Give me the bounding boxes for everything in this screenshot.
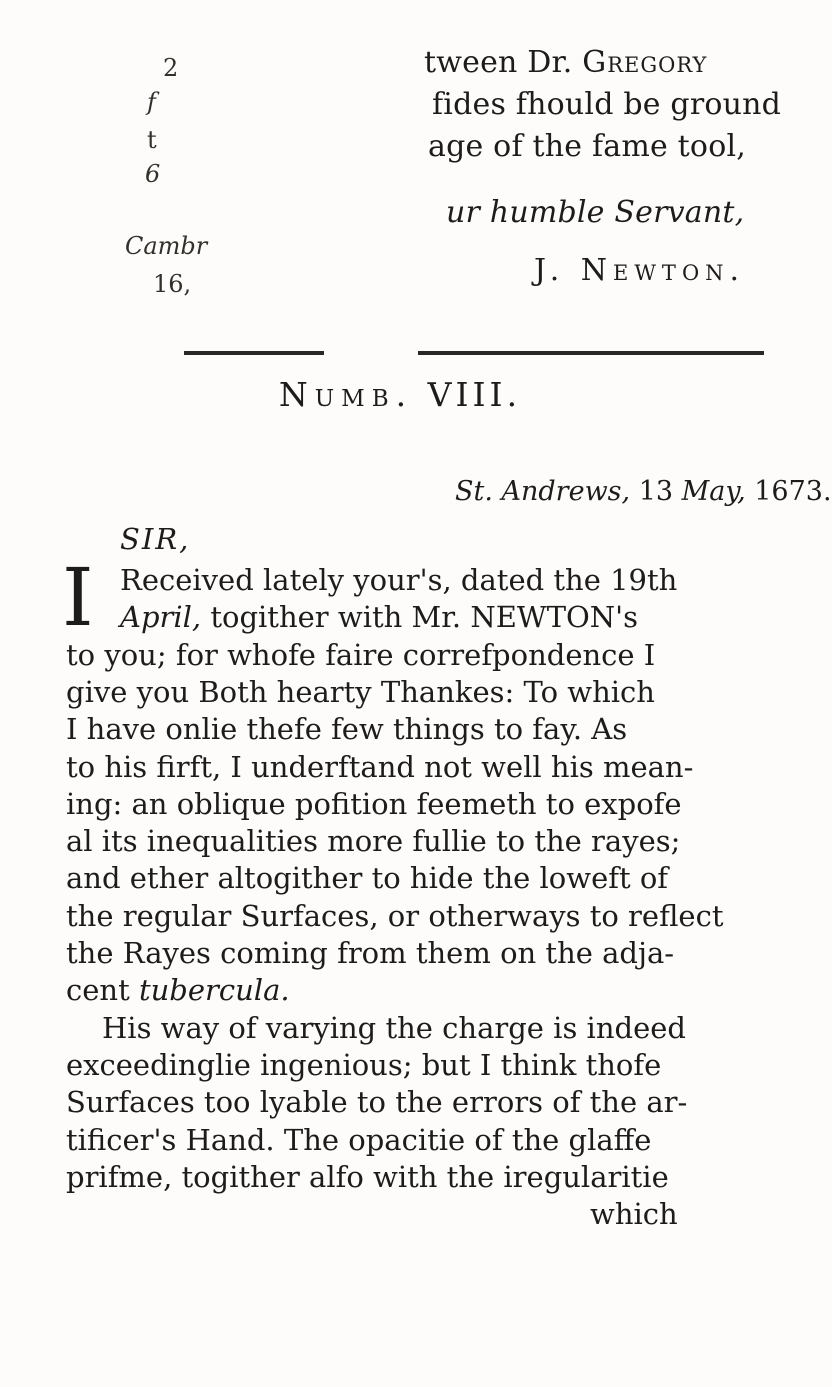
body-line: tificer's Hand. The opacitie of the glaffe — [66, 1122, 652, 1157]
body-line: Surfaces too lyable to the errors of the ar- — [66, 1085, 688, 1120]
signature: J. Newton. — [534, 253, 746, 288]
body-line: prifme, togither alfo with the iregularitie — [66, 1159, 669, 1194]
body-line: and ether altogither to hide the loweft of — [66, 861, 669, 896]
body-line: cent tubercula. — [66, 973, 290, 1008]
divider-rule-left — [184, 351, 324, 355]
fragment-line: 6 — [145, 160, 161, 188]
dateline: St. Andrews, 13 May, 1673. — [455, 476, 832, 507]
fragment-line: 2 — [163, 54, 179, 82]
fragment-line: f — [147, 88, 156, 116]
body-line: to you; for whofe faire correfpondence I — [66, 637, 656, 672]
fragment-line: 16, — [153, 270, 192, 298]
body-line: which — [590, 1197, 678, 1232]
closing-phrase: ur humble Servant, — [446, 195, 745, 230]
fragment-line: Cambr — [125, 232, 208, 260]
continuation-line-1: tween Dr. Gregory — [424, 45, 708, 80]
body-line: April, togither with Mr. NEWTON's — [120, 600, 639, 635]
body-line: the Rayes coming from them on the adja- — [66, 936, 675, 970]
body-line: His way of varying the charge is indeed — [102, 1010, 686, 1045]
body-line: al its inequalities more fullie to the rayes; — [66, 824, 681, 859]
body-line: give you Both hearty Thankes: To which — [66, 674, 655, 709]
body-line: Received lately your's, dated the 19th — [120, 563, 678, 597]
letter-heading: Numb. VIII. — [278, 375, 522, 414]
body-line: exceedinglie ingenious; but I think thofe — [66, 1047, 662, 1082]
continuation-line-3: age of the fame tool, — [428, 129, 746, 164]
body-line: the regular Surfaces, or otherways to reflect — [66, 898, 724, 933]
drop-cap: I — [62, 551, 94, 644]
continuation-line-2: fides fhould be ground — [432, 87, 782, 122]
salutation: SIR, — [120, 522, 191, 556]
body-line: ing: an oblique pofition feemeth to expofe — [66, 786, 682, 821]
body-line: I have onlie thefe few things to fay. As — [66, 712, 628, 747]
body-line: to his firft, I underftand not well his mean- — [66, 749, 694, 784]
fragment-line: t — [147, 126, 157, 154]
divider-rule-right — [418, 351, 764, 355]
